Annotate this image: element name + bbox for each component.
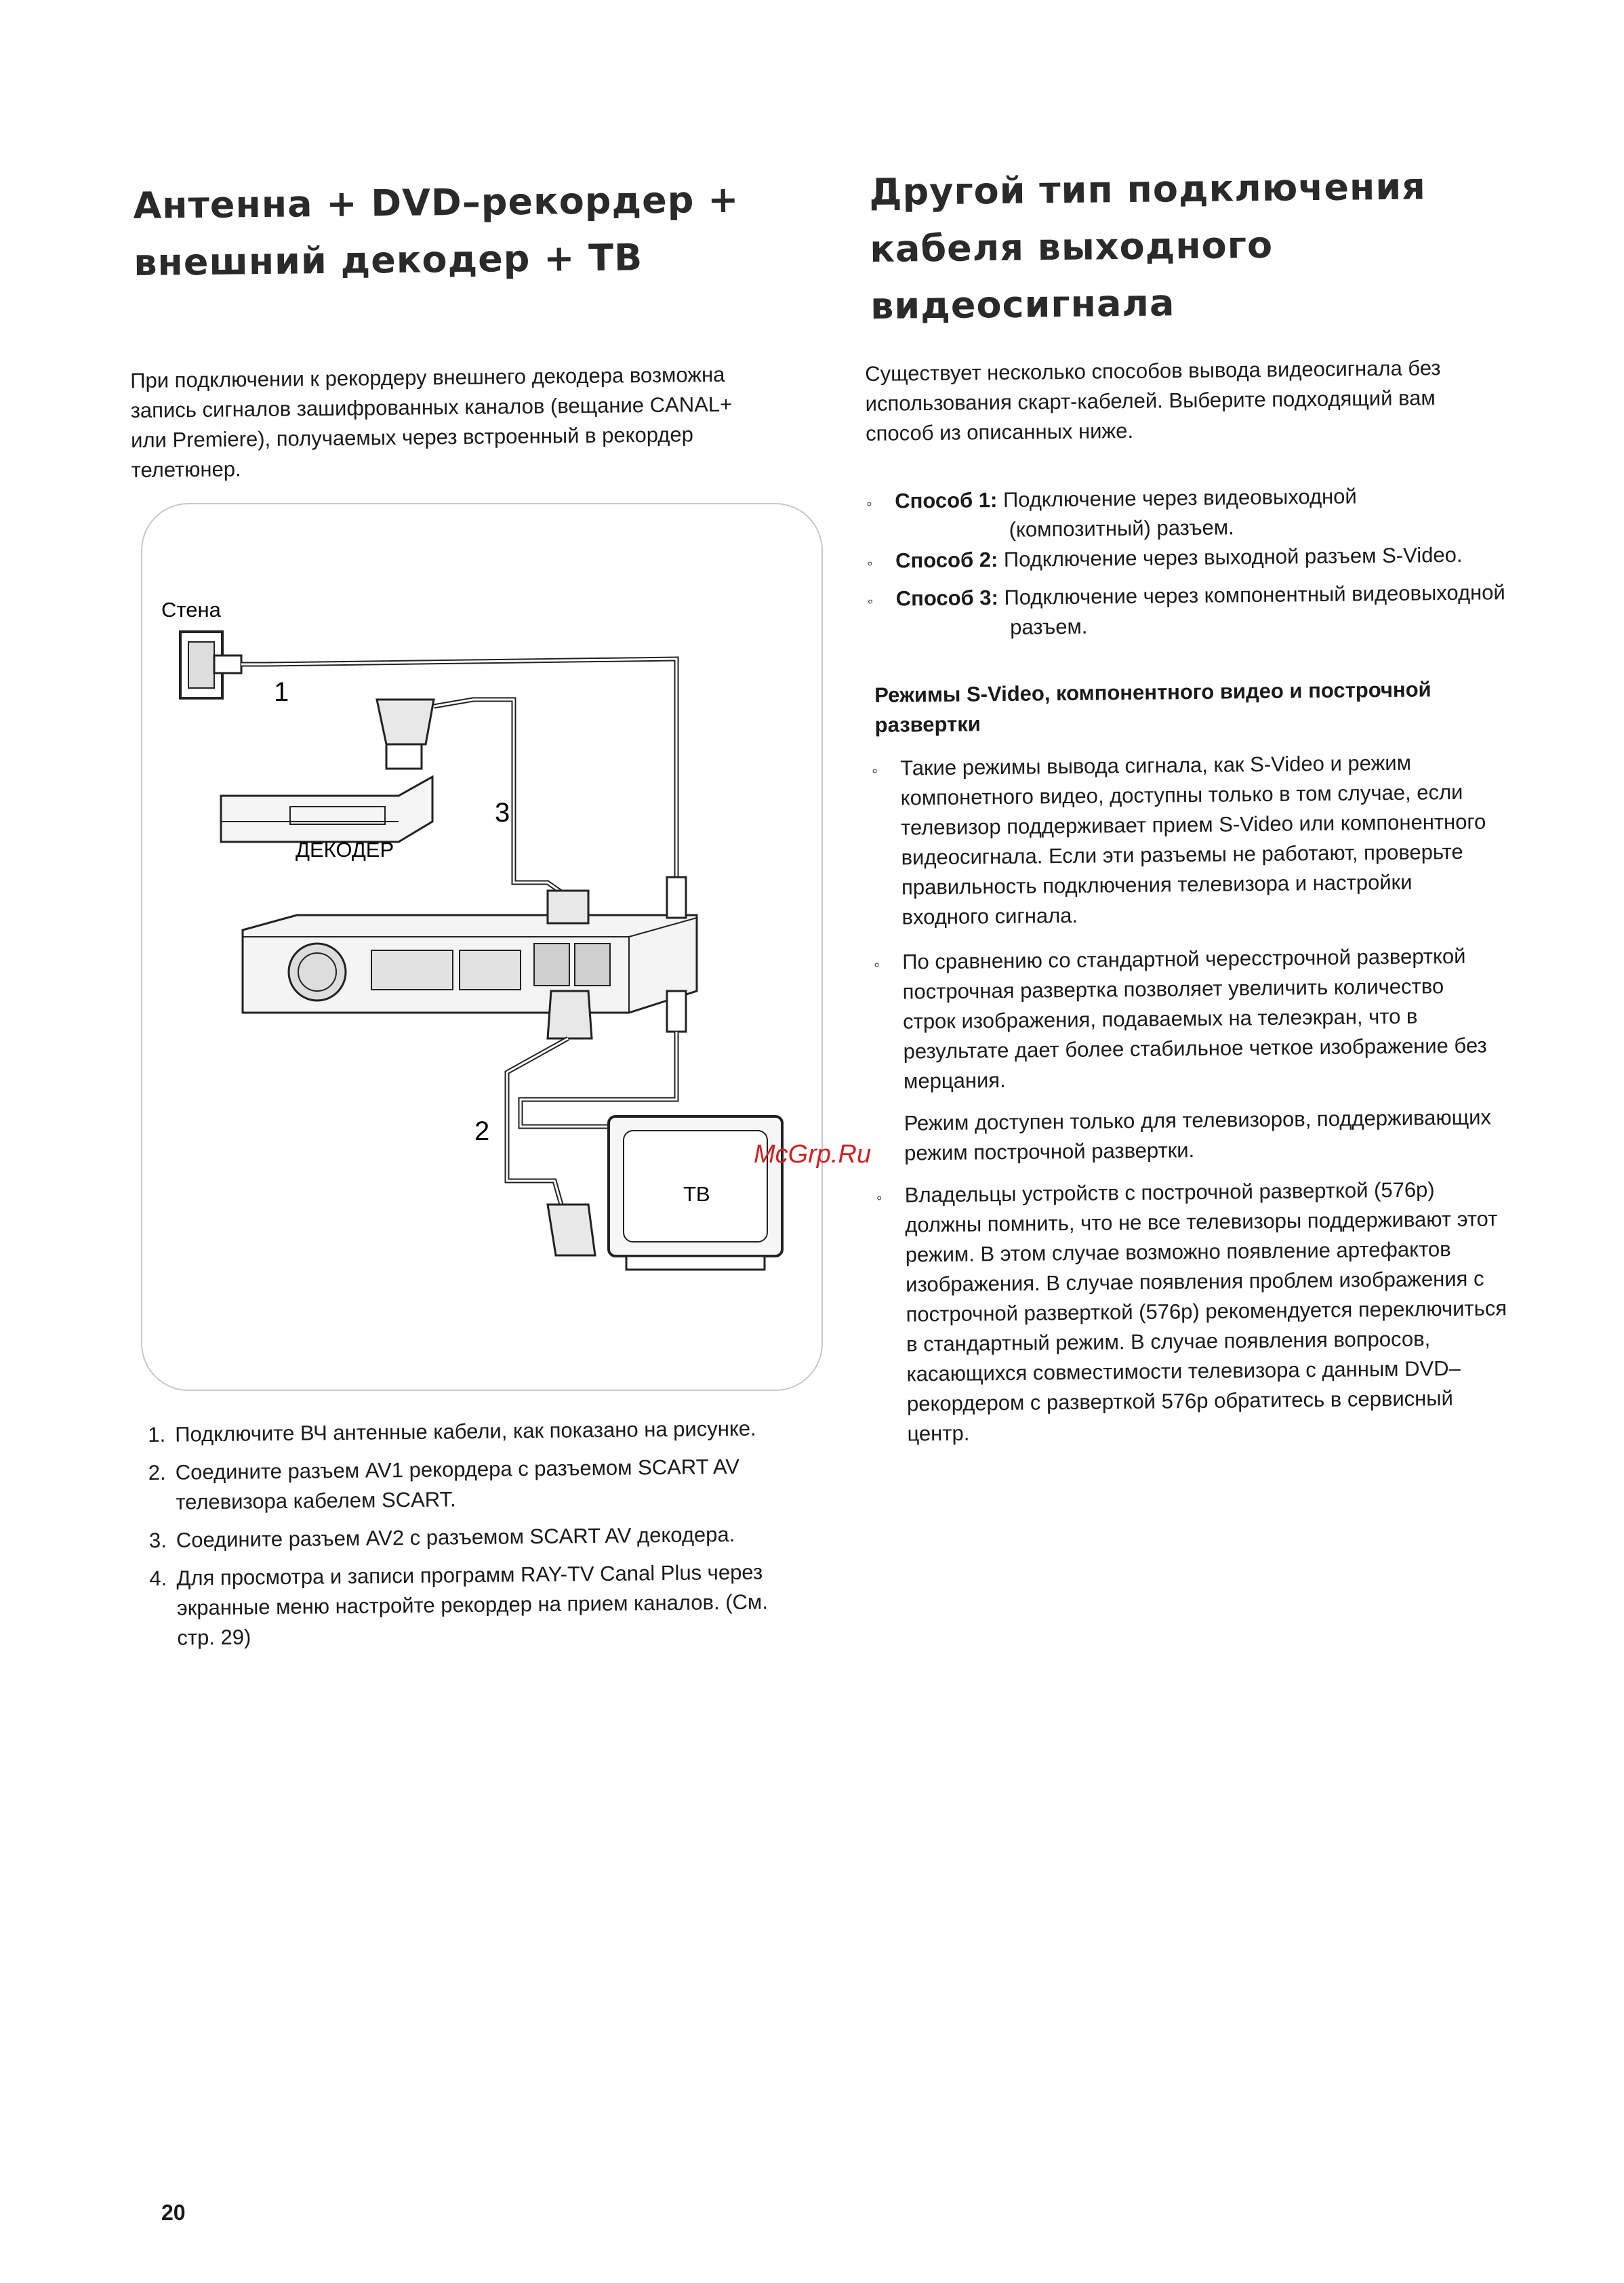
left-intro: При подключении к рекордеру внешнего декодера возможна запись сигналов зашифрованных каналов (вещание CANAL+ или Premiere), получаемых через встроенный в рекордер телетюнер. bbox=[130, 362, 733, 482]
right-intro: Существует несколько способов вывода видеосигнала без использования скарт-кабелей. Выберите подходящий вам способ из описанных ниже. bbox=[865, 356, 1441, 445]
list-item: 3. Соедините разъем AV2 с разъемом SCART AV декодера. bbox=[148, 1522, 735, 1552]
rf-plug-icon bbox=[667, 991, 686, 1032]
methods-list bbox=[866, 479, 1566, 644]
steps-list bbox=[148, 1413, 828, 1653]
bullet-icon: ◦ bbox=[867, 554, 873, 573]
dvd-recorder-device bbox=[243, 915, 697, 1013]
scart-plug-icon bbox=[548, 891, 588, 923]
watermark: McGrp.Ru bbox=[754, 1140, 872, 1169]
subheading: Режимы S-Video, компонентного видео и построчной развертки bbox=[874, 677, 1432, 737]
cable-3-label: 3 bbox=[495, 798, 510, 828]
scart-plug-icon bbox=[548, 991, 592, 1038]
method-item: ◦ Способ 1: Подключение через видеовыходной (композитный) разъем. bbox=[866, 479, 1565, 546]
bullets-list bbox=[872, 746, 1591, 1449]
right-heading bbox=[869, 158, 1427, 335]
list-item: 1. Подключите ВЧ антенные кабели, как показано на рисунке. bbox=[148, 1416, 756, 1447]
list-item: ◦ Такие режимы вывода сигнала, как S-Video и режим компонетного видео, доступны только в том случае, если телевизор поддерживает прием S-Video или компонентного видеосигнала. Если эти разъемы не работают, проверьте правильность подключения телевизора и настройки входного сигнала. bbox=[872, 746, 1585, 933]
right-heading-line: Другой тип подключения bbox=[869, 165, 1427, 214]
bullet-icon: ◦ bbox=[874, 955, 880, 974]
connection-diagram bbox=[141, 503, 820, 1388]
page-number: 20 bbox=[161, 2200, 186, 2225]
bullet-icon: ◦ bbox=[867, 592, 874, 611]
cable-1-label: 1 bbox=[274, 677, 289, 707]
right-heading-line: кабеля выходного bbox=[869, 223, 1274, 270]
bullet-icon: ◦ bbox=[872, 761, 878, 780]
scart-plug-icon bbox=[548, 1205, 595, 1255]
bullet-icon: ◦ bbox=[876, 1188, 882, 1207]
list-item: ◦ Владельцы устройств с построчной разверткой (576p) должны помнить, что не все телевизоры поддерживают этот режим. В этом случае возможно появление артефактов изображения. В случае появления проблем изображения с построчной разверткой (576p) рекомендуется переключиться в стандартный режим. В случае появления вопросов, касающихся совместимости телевизора с данным DVD– рекордером с разверткой 576p обратитесь в сервисный центр. bbox=[876, 1173, 1591, 1449]
method-item: ◦ Способ 2: Подключение через выходной разъем S-Video. bbox=[867, 539, 1565, 579]
list-item: 2. Соедините разъем AV1 рекордера с разъемом SCART AV телевизора кабелем SCART. bbox=[148, 1454, 740, 1514]
scart-cable-2 bbox=[507, 1038, 568, 1205]
method-item: ◦ Способ 3: Подключение через компонентный видеовыходной разъем. bbox=[868, 577, 1566, 644]
right-heading-line: видеосигнала bbox=[870, 281, 1175, 327]
scart-plug-icon bbox=[377, 700, 434, 769]
list-item: ◦ По сравнению со стандартной чересстрочной разверткой построчная развертка позволяет увеличить количество строк изображения, подаваемых на телеэкран, что в результате дает более стабильное четкое изображение без мерцания. Режим доступен только для телевизоров, поддерживающих режим построчной развертки. bbox=[874, 940, 1587, 1169]
left-heading-line: Антенна + DVD–рекордер + bbox=[133, 178, 739, 227]
left-heading bbox=[133, 171, 740, 291]
wall-socket-icon bbox=[180, 632, 241, 698]
left-heading-line: внешний декодер + ТВ bbox=[133, 236, 643, 284]
bullet-icon: ◦ bbox=[866, 494, 872, 513]
wall-label: Стена bbox=[161, 598, 221, 622]
cable-2-label: 2 bbox=[474, 1116, 490, 1146]
decoder-device bbox=[221, 777, 432, 842]
rf-plug-icon bbox=[667, 877, 686, 918]
tv-label: ТВ bbox=[683, 1182, 710, 1206]
decoder-label: ДЕКОДЕР bbox=[296, 838, 394, 862]
rf-cable-to-tv bbox=[521, 1032, 676, 1127]
list-item: 4. Для просмотра и записи программ RAY-TV Canal Plus через экранные меню настройте рекордер на прием каналов. (См. стр. 29) bbox=[149, 1560, 769, 1650]
